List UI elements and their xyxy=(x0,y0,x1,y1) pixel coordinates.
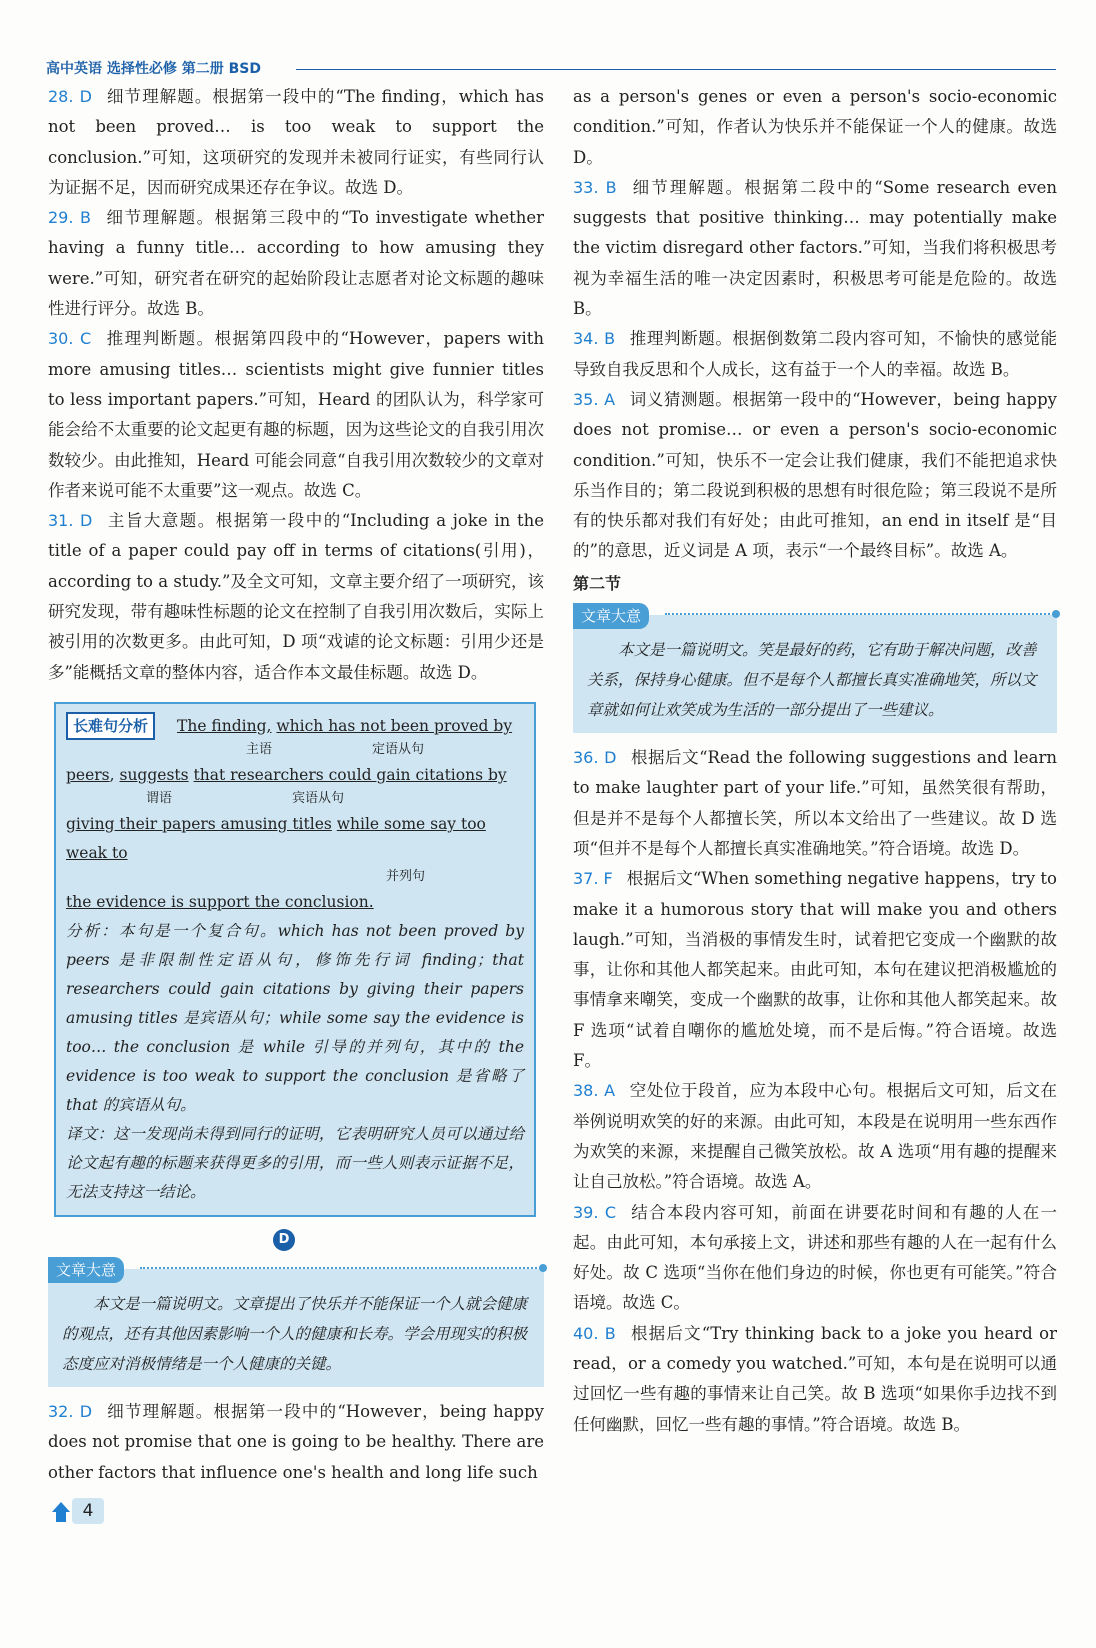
answer-text: 根据后文“When something negative happens，try to make it a humorous story that will make you and others laugh.”可知，当消极的事情发生时，试着把它变成一个幽默的故事，让你和其他人都笑起来。由此可知，本句在建议把消极尴尬的事情拿来嘲笑，变成一个幽默的故事，让你和其他人都笑起来。故 F 选项“试着自嘲你的尴尬处境，而不是后悔。”符合语境。故选 F。 xyxy=(573,869,1057,1071)
right-column xyxy=(573,82,1057,1440)
passage-d-badge: D xyxy=(273,1229,295,1251)
passage-summary-d xyxy=(48,1260,544,1387)
answer-number: 36. D xyxy=(573,748,617,768)
sentence-line-3 xyxy=(66,810,524,868)
passage-summary-2 xyxy=(573,607,1057,733)
up-arrow-icon xyxy=(52,1502,70,1512)
sentence-line-1 xyxy=(66,712,524,741)
left-column xyxy=(48,82,544,1488)
page-number-text: 4 xyxy=(72,1498,104,1524)
subject-text: The finding, xyxy=(177,716,272,735)
object-clause-text: that researchers could gain citations by xyxy=(193,765,507,784)
relative-clause-text: which has not been proved by xyxy=(276,716,513,735)
while-clause-text: while some say too weak to xyxy=(66,814,486,862)
label-subject: 主语 xyxy=(246,741,273,757)
sentence-analysis-box xyxy=(54,702,536,1217)
summary-tagline xyxy=(665,613,1057,615)
answer-40 xyxy=(573,1319,1057,1440)
sentence-labels-2 xyxy=(66,788,524,810)
answer-39 xyxy=(573,1198,1057,1319)
sentence-labels-3 xyxy=(66,866,524,888)
summary-tag: 文章大意 xyxy=(48,1257,124,1283)
answer-number: 39. C xyxy=(573,1202,616,1222)
up-arrow-icon-body xyxy=(56,1512,66,1522)
answer-text: 结合本段内容可知，前面在讲要花时间和有趣的人在一起。由此可知，本句承接上文，讲述和那些有趣的人在一起有什么好处。故 C 选项“当你在他们身边的时候，你也更有可能笑。”符合语境。故选 C。 xyxy=(573,1202,1058,1313)
answer-text: 词义猜测题。根据第一段中的“However，being happy does not promise… or even a person's socio-economic condition.”可知，快乐不一定会让我们健康，我们不能把追求快乐当作目的；第二段说到积极的思想有时很危险；第三段说不是所有的快乐都对我们有好处；由此可推知，an end in itself 是“目的”的意思，近义词是 A 项，表示“一个最终目标”。故选 A。 xyxy=(573,389,1057,561)
label-object: 宾语从句 xyxy=(292,790,345,806)
answer-text: 细节理解题。根据第二段中的“Some research even suggests that positive thinking… may potentially make the victim disregard other factors.”可知，当我们将积极思考视为幸福生活的唯一决定因素时，积极思考可能是危险的。故选 B。 xyxy=(573,177,1057,319)
answer-number: 34. B xyxy=(573,329,616,349)
summary-tagline xyxy=(140,1267,544,1269)
translation-text: 译文：这一发现尚未得到同行的证明，它表明研究人员可以通过给论文起有趣的标题来获得更多的引用，而一些人则表示证据不足，无法支持这一结论。 xyxy=(66,1124,524,1201)
answer-34 xyxy=(573,324,1057,385)
answer-text: 推理判断题。根据倒数第二段内容可知，不愉快的感觉能导致自我反思和个人成长，这有益于一个人的幸福。故选 B。 xyxy=(573,329,1057,379)
answer-text: 根据后文“Try thinking back to a joke you heard or read，or a comedy you watched.”可知，本句是在说明可以通过回忆一些有趣的事情来让自己笑。故 B 选项“如果你手边找不到任何幽默，回忆一些有趣的事情。”符合语境。故选 B。 xyxy=(573,1323,1058,1434)
sentence-line-2: peers, suggests that researchers could gain citations by xyxy=(66,765,507,784)
answer-number: 32. D xyxy=(48,1401,93,1421)
answer-28 xyxy=(48,82,544,203)
answer-number: 33. B xyxy=(573,177,617,197)
answer-number: 35. A xyxy=(573,389,616,409)
answer-text: 空处位于段首，应为本段中心句。根据后文可知，后文在举例说明欢笑的好的来源。由此可知，本段是在说明用一些东西作为欢笑的来源，来提醒自己微笑放松。故 A 选项“用有趣的提醒来让自己放松。”符合语境。故选 A。 xyxy=(573,1081,1057,1192)
summary-tag: 文章大意 xyxy=(573,603,649,629)
answer-number: 40. B xyxy=(573,1323,616,1343)
running-header xyxy=(46,58,1056,78)
answer-30 xyxy=(48,324,544,506)
answer-text: 细节理解题。根据第一段中的“The finding，which has not been proved… is too weak to support the conclusion.”可知，这项研究的发现并未被同行证实，有些同行认为证据不足，因而研究成果还存在争议。故选 D。 xyxy=(48,87,544,197)
answer-text: 推理判断题。根据第四段中的“However，papers with more amusing titles… scientists might give funnier titles to less important papers.”可知，Heard 的团队认为，科学家可能会给不太重要的论文起更有趣的标题，因为这些论文的自我引用次数较少。由此推知，Heard 可能会同意“自我引用次数较少的文章对作者来说可能不太重要”这一观点。故选 C。 xyxy=(48,329,544,500)
answer-number: 28. D xyxy=(48,87,92,106)
analysis-text: 分析：本句是一个复合句。which has not been proved by peers 是非限制性定语从句，修饰先行词 finding；that researchers could gain citations by giving their papers amusing titles 是宾语从句；while some say the evidence is too… the conclusion 是 while 引导的并列句，其中的 the evidence is too weak to support the conclusion 是省略了 that 的宾语从句。 xyxy=(66,921,524,1114)
label-relative: 定语从句 xyxy=(372,741,425,757)
answer-text: 根据后文“Read the following suggestions and learn to make laughter part of your life.”可知，虽然笑很有帮助，但是并不是每个人都擅长笑，所以本文给出了一些建议。故 D 选项“但并不是每个人都擅长真实准确地笑。”符合语境。故选 D。 xyxy=(573,748,1057,858)
predicate-text: suggests xyxy=(119,765,189,784)
summary-text: 本文是一篇说明文。笑是最好的药，它有助于解决问题，改善关系，保持身心健康。但不是每个人都擅长真实准确地笑，所以文章就如何让欢笑成为生活的一部分提出了一些建议。 xyxy=(587,641,1037,720)
sentence-line-4: the evidence is support the conclusion. xyxy=(66,892,374,911)
answer-37 xyxy=(573,864,1057,1076)
label-predicate: 谓语 xyxy=(146,790,173,806)
answer-33 xyxy=(573,173,1057,324)
answer-text: 细节理解题。根据第一段中的“However，being happy does not promise that one is going to be healthy. There are other factors that influence one's health and long life such xyxy=(48,1401,544,1482)
answer-text: 细节理解题。根据第三段中的“To investigate whether having a funny title… according to how amusing they were.”可知，研究者在研究的起始阶段让志愿者对论文标题的趣味性进行评分。故选 B。 xyxy=(48,208,544,319)
answer-32-continued: as a person's genes or even a person's socio-economic condition.”可知，作者认为快乐并不能保证一个人的健康。故选 D。 xyxy=(573,87,1057,167)
sentence-labels-1 xyxy=(66,739,524,761)
answer-number: 38. A xyxy=(573,1081,616,1101)
answer-number: 29. B xyxy=(48,208,92,228)
answer-32 xyxy=(48,1397,544,1488)
page-number xyxy=(52,1498,106,1526)
peers-text: peers xyxy=(66,765,110,784)
answer-text: 主旨大意题。根据第一段中的“Including a joke in the title of a paper could pay off in terms of citations(引用)，according to a study.”及全文可知，文章主要介绍了一项研究，该研究发现，带有趣味性标题的论文在控制了自我引用次数后，实际上被引用的次数更多。由此可知，D 项“戏谑的论文标题：引用少还是多”能概括文章的整体内容，适合作本文最佳标题。故选 D。 xyxy=(48,511,544,682)
giving-text: giving their papers amusing titles xyxy=(66,814,332,833)
passage-d-marker-row xyxy=(48,1217,544,1261)
section-heading: 第二节 xyxy=(573,573,622,593)
answer-number: 31. D xyxy=(48,511,93,531)
answer-38 xyxy=(573,1076,1057,1197)
header-rule xyxy=(296,69,1056,70)
header-text: 高中英语 选择性必修 第二册 BSD xyxy=(46,61,261,77)
answer-29 xyxy=(48,203,544,324)
answer-36 xyxy=(573,743,1057,864)
answer-number: 37. F xyxy=(573,869,613,889)
label-coordinate: 并列句 xyxy=(386,868,426,884)
box-title: 长难句分析 xyxy=(66,712,155,740)
answer-number: 30. C xyxy=(48,329,92,349)
answer-35 xyxy=(573,385,1057,567)
answer-31 xyxy=(48,506,544,688)
summary-text: 本文是一篇说明文。文章提出了快乐并不能保证一个人就会健康的观点，还有其他因素影响一个人的健康和长寿。学会用现实的积极态度应对消极情绪是一个人健康的关键。 xyxy=(62,1294,528,1373)
